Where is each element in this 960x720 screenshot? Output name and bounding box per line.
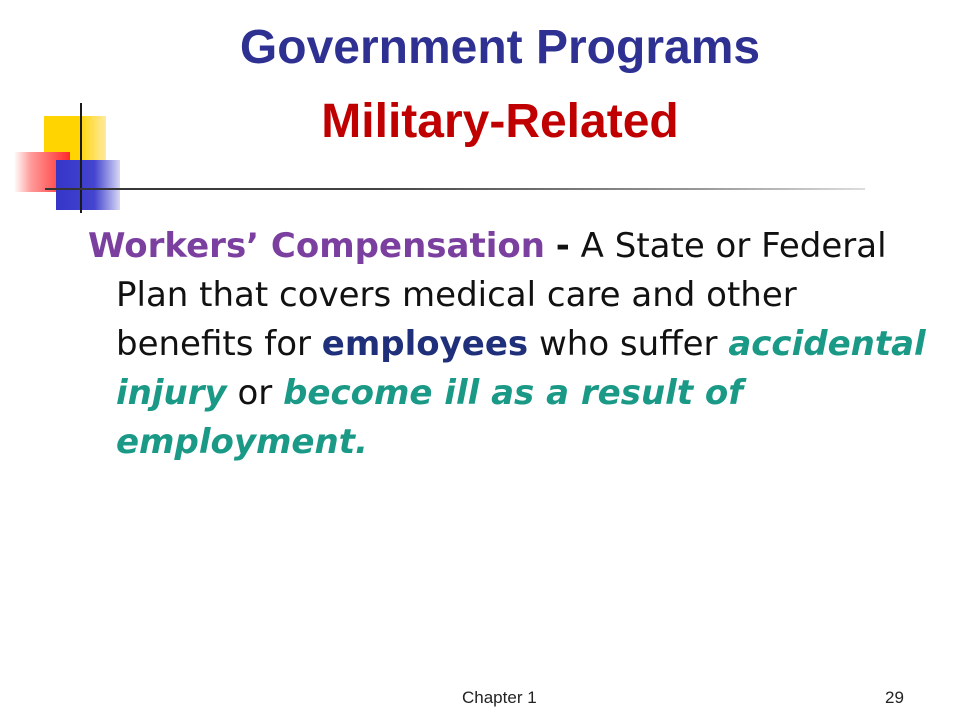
emphasis-employees: employees — [321, 324, 529, 364]
slide-title: Government Programs — [239, 21, 761, 74]
term-dash: - — [555, 226, 570, 266]
page-number: 29 — [885, 688, 904, 707]
definition-text-1: A State or Federal Plan that covers medical care and other benefits for — [116, 226, 887, 364]
emphasis-become-ill: become ill as a result of employment. — [116, 373, 744, 462]
definition-paragraph — [88, 222, 936, 467]
blue-square-shape — [56, 160, 120, 210]
title-underline — [45, 188, 865, 190]
footer-chapter: Chapter 1 — [462, 688, 537, 707]
defined-term: Workers’ Compensation — [88, 226, 545, 266]
slide-subtitle: Military-Related — [321, 95, 679, 148]
emphasis-accidental-injury: accidental injury — [116, 324, 926, 413]
definition-text-2: who suffer — [528, 324, 729, 364]
definition-text-3: or — [226, 373, 284, 413]
